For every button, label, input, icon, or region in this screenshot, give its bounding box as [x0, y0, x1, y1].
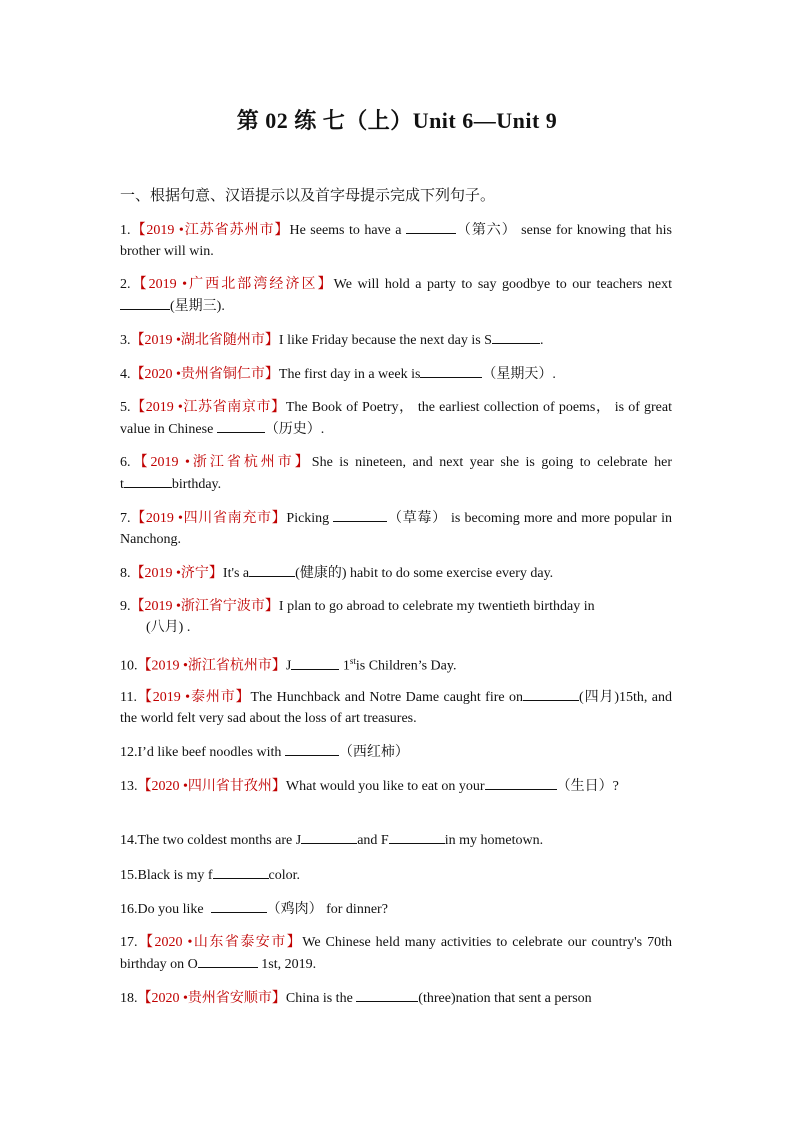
question-text: （鸡肉） for dinner?	[266, 902, 388, 917]
question-number: 2.	[120, 277, 131, 292]
question-text: （星期天）.	[482, 367, 556, 382]
answer-blank[interactable]	[485, 775, 557, 790]
source-tag: 【2019 •浙江省宁波市】	[130, 599, 279, 614]
question-text: The two coldest months are J	[137, 833, 302, 848]
question-text: (健康的) habit to do some exercise every day.	[295, 566, 554, 581]
question-text: Picking	[286, 511, 334, 526]
answer-blank[interactable]	[120, 295, 170, 310]
question-number: 7.	[120, 511, 131, 526]
answer-blank[interactable]	[249, 562, 295, 577]
answer-blank[interactable]	[406, 219, 456, 234]
answer-blank[interactable]	[285, 741, 339, 756]
question-item	[120, 274, 672, 317]
question-item	[120, 507, 672, 550]
question-text: China is the	[285, 991, 357, 1006]
question-item	[120, 987, 672, 1009]
question-number: 3.	[120, 333, 131, 348]
source-tag: 【2019 •湖北省随州市】	[130, 333, 279, 348]
question-text: I plan to go abroad to celebrate my twentieth birthday in	[278, 599, 595, 614]
question-text: It's a	[222, 566, 250, 581]
question-text: birthday.	[171, 477, 222, 492]
question-text: I’d like beef noodles with	[137, 745, 285, 760]
answer-blank[interactable]	[213, 864, 269, 879]
question-number: 16.	[120, 902, 138, 917]
question-text: (星期三).	[170, 299, 225, 314]
answer-blank[interactable]	[217, 418, 265, 433]
question-number: 12.	[120, 745, 138, 760]
question-text: (四月)15th, and the world felt very sad about the loss of art treasures.	[120, 690, 672, 726]
answer-blank[interactable]	[420, 363, 482, 378]
answer-blank[interactable]	[291, 655, 339, 670]
question-text: The Book of Poetry， the earliest collection of poems， is of great value in Chinese	[120, 400, 672, 437]
question-text: What would you like to eat on your	[285, 779, 485, 794]
source-tag: 【2020 •四川省甘孜州】	[137, 779, 286, 794]
question-text: in my hometown.	[444, 833, 544, 848]
answer-blank[interactable]	[389, 829, 445, 844]
question-item	[120, 932, 672, 975]
question-item	[120, 329, 672, 351]
question-item	[120, 651, 672, 677]
question-item	[120, 452, 742, 495]
question-item	[120, 686, 672, 729]
question-item	[120, 397, 672, 440]
answer-blank[interactable]	[333, 507, 387, 522]
question-text: （历史）.	[264, 422, 325, 437]
question-text: She is nineteen, and next year she is going to celebrate her t	[120, 455, 742, 492]
question-item	[120, 219, 672, 262]
question-text: The Hunchback and Notre Dame caught fire on	[250, 690, 524, 705]
question-number: 10.	[120, 658, 138, 674]
answer-blank[interactable]	[124, 473, 172, 488]
source-tag: 【2019 •江苏省苏州市】	[130, 223, 290, 238]
answer-blank[interactable]	[492, 329, 540, 344]
question-number: 18.	[120, 991, 138, 1006]
source-tag: 【2019 •浙江省杭州市】	[130, 455, 312, 470]
question-text: (八月) .	[146, 620, 191, 635]
source-tag: 【2020 •贵州省铜仁市】	[130, 367, 279, 382]
question-text: （生日）?	[556, 779, 619, 794]
question-item	[120, 898, 672, 920]
source-tag: 【2019 •广西北部湾经济区】	[130, 277, 334, 292]
question-text: We will hold a party to say goodbye to our teachers next	[333, 277, 672, 292]
question-number: 13.	[120, 779, 138, 794]
question-text: and F	[357, 833, 389, 848]
question-text: （西红柿）	[338, 745, 409, 760]
question-number: 14.	[120, 833, 138, 848]
superscript: st	[349, 656, 356, 666]
question-text: Do you like	[137, 902, 211, 917]
source-tag: 【2019 •浙江省杭州市】	[137, 658, 286, 674]
answer-blank[interactable]	[198, 953, 258, 968]
section-heading: 一、根据句意、汉语提示以及首字母提示完成下列句子。	[120, 188, 496, 204]
question-item	[120, 596, 672, 638]
question-item	[120, 741, 672, 763]
question-text: （草莓） is becoming more and more popular in Nanchong.	[120, 511, 672, 547]
source-tag: 【2019 •泰州市】	[136, 690, 251, 705]
question-item	[120, 829, 672, 851]
question-number: 15.	[120, 868, 138, 883]
question-number: 4.	[120, 367, 131, 382]
source-tag: 【2019 •江苏省南京市】	[130, 400, 286, 415]
question-number: 9.	[120, 599, 131, 614]
question-number: 8.	[120, 566, 131, 581]
question-number: 5.	[120, 400, 131, 415]
question-text: (three)nation that sent a person	[418, 991, 592, 1006]
answer-blank[interactable]	[211, 898, 267, 913]
question-item	[120, 775, 672, 797]
source-tag: 【2019 •四川省南充市】	[130, 511, 287, 526]
question-text: I like Friday because the next day is S	[278, 333, 492, 348]
question-text: 1	[339, 658, 350, 674]
question-text: .	[539, 333, 544, 348]
question-text: J	[285, 658, 292, 674]
source-tag: 【2020 •贵州省安顺市】	[137, 991, 286, 1006]
question-text: is Children’s Day.	[355, 658, 457, 674]
answer-blank[interactable]	[356, 987, 418, 1002]
source-tag: 【2020 •山东省泰安市】	[137, 935, 303, 950]
question-text: The first day in a week is	[278, 367, 421, 382]
question-item	[120, 864, 672, 886]
question-number: 6.	[120, 455, 131, 470]
answer-blank[interactable]	[523, 686, 579, 701]
question-number: 11.	[120, 690, 137, 705]
question-number: 1.	[120, 223, 131, 238]
question-text: color.	[268, 868, 301, 883]
question-number: 17.	[120, 935, 138, 950]
source-tag: 【2019 •济宁】	[130, 566, 223, 581]
answer-blank[interactable]	[301, 829, 357, 844]
page-title: 第 02 练 七（上）Unit 6—Unit 9	[236, 108, 558, 133]
question-text: He seems to have a	[289, 223, 406, 238]
question-text: Black is my f	[137, 868, 213, 883]
question-item	[120, 363, 672, 385]
question-text: We Chinese held many activities to celebrate our country's 70th birthday on O	[120, 935, 672, 972]
question-item	[120, 562, 672, 584]
question-text: （第六） sense for knowing that his brother will win.	[120, 223, 672, 259]
question-text: 1st, 2019.	[257, 957, 317, 972]
